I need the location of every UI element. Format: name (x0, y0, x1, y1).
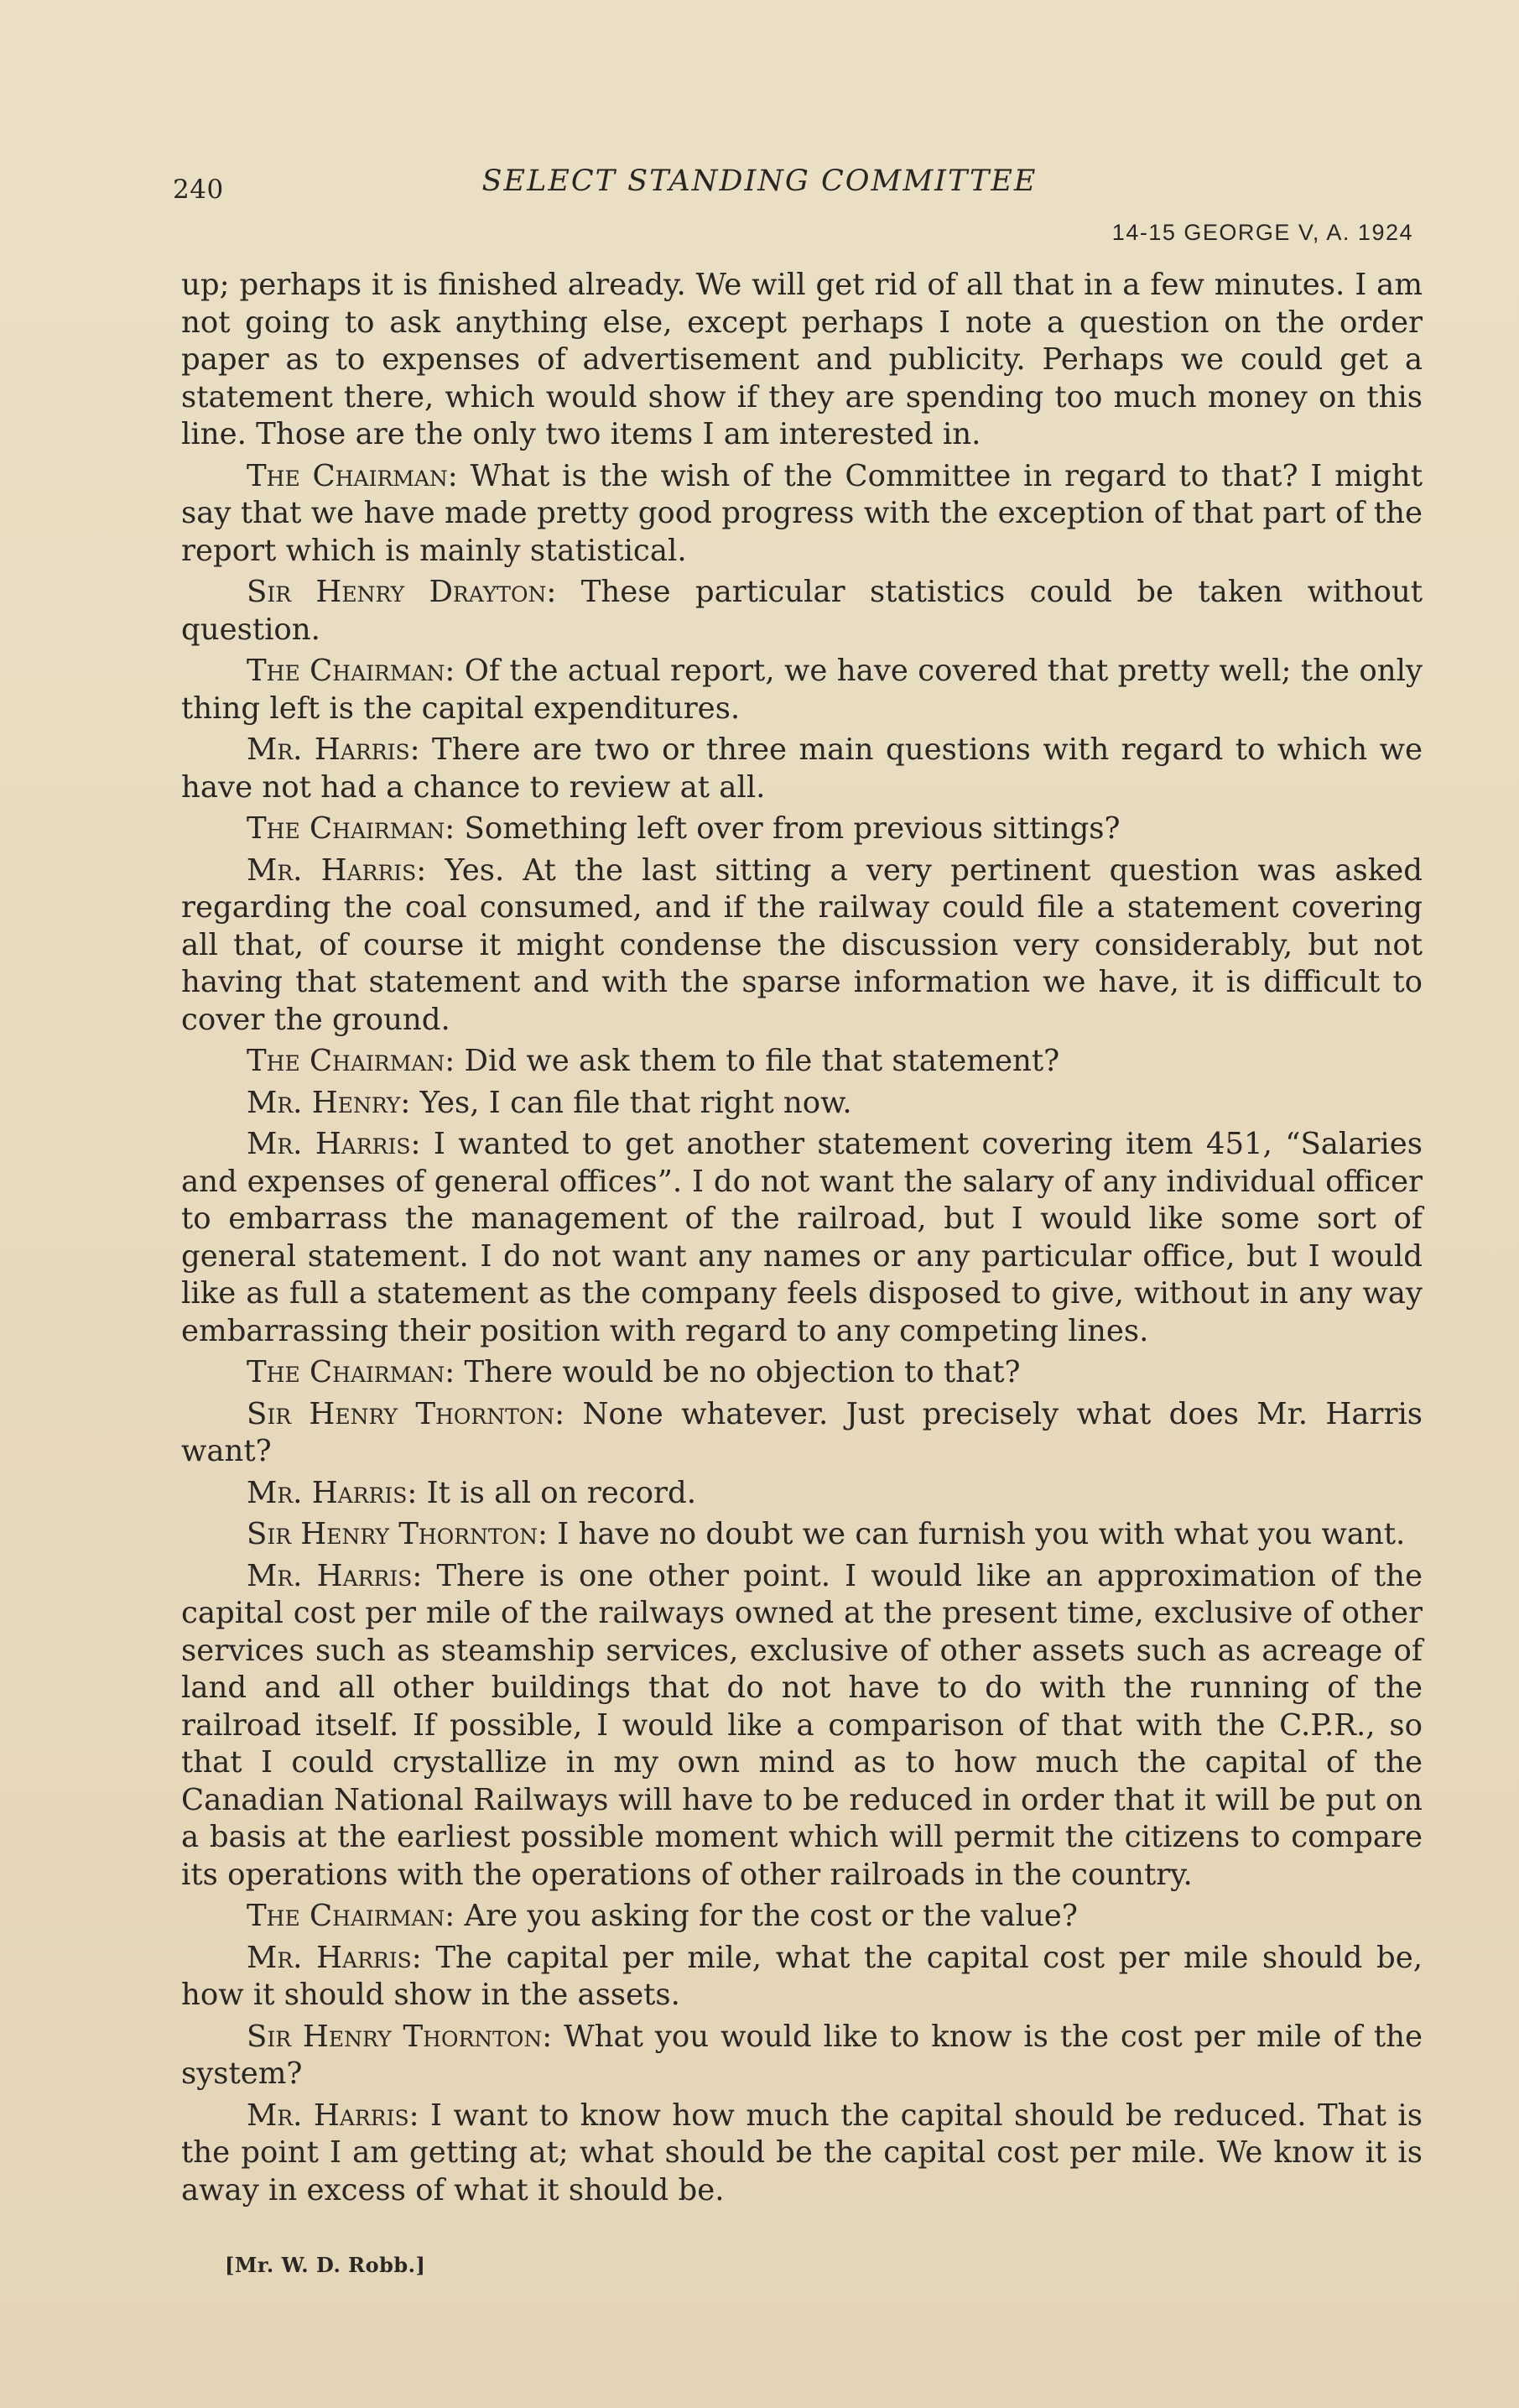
speaker-name: Sir Henry Thornton (247, 1396, 555, 1431)
transcript-paragraph (181, 458, 1423, 571)
transcript-paragraph (181, 2019, 1423, 2093)
transcript-paragraph (181, 1043, 1423, 1081)
speaker-name: Mr. Harris (247, 1940, 412, 1975)
speaker-separator: : (410, 1127, 434, 1161)
speaker-name: Mr. Harris (247, 732, 410, 767)
speaker-separator: : (407, 1475, 427, 1510)
transcript-paragraph (181, 810, 1423, 848)
speaker-separator: : (409, 732, 433, 767)
speaker-separator: : (445, 1899, 465, 1933)
page-number: 240 (173, 175, 224, 205)
speech-text: What you would like to know is the cost per mile of the system? (181, 2019, 1423, 2091)
speaker-name: Mr. Harris (247, 1127, 411, 1161)
speaker-separator: : (400, 1085, 420, 1120)
speaker-separator: : (445, 1044, 465, 1078)
transcript-paragraph (181, 2098, 1423, 2210)
speech-text: Yes, I can file that right now. (419, 1085, 852, 1120)
transcript-paragraph (181, 1475, 1423, 1513)
speaker-separator: : (408, 2098, 430, 2133)
speech-text: Yes. At the last sitting a very pertinent question was asked regarding the coal consumed, and if the railway could file a statement covering all that, of course it might condense the discussion very considerably, but not having that statement and with the sparse information we have, it is difficult to cover the ground. (181, 852, 1423, 1037)
speaker-name: Mr. Harris (247, 852, 417, 888)
transcript-paragraph (181, 1940, 1423, 2014)
transcript-paragraph (181, 732, 1423, 806)
transcript-paragraph (181, 852, 1423, 1040)
session-line: 14-15 GEORGE V, A. 1924 (1111, 220, 1413, 245)
speaker-separator: : (416, 852, 445, 888)
speech-text: Of the actual report, we have covered that pretty well; the only thing left is the capital expenditures. (181, 654, 1423, 726)
speaker-separator: : (412, 1558, 437, 1593)
speaker-name: Mr. Henry (247, 1085, 401, 1120)
speaker-name: The Chairman (247, 811, 445, 846)
witness-note: [Mr. W. D. Robb.] (225, 2253, 426, 2277)
speaker-name: The Chairman (247, 1355, 445, 1389)
speaker-separator: : (542, 2019, 564, 2054)
speaker-separator: : (447, 458, 471, 493)
speech-text: I wanted to get another statement covering item 451, “Salaries and expenses of general offices”. I do not want the salary of any individual officer to embarrass the management of the railroad, but I would like some sort of general statement. I do not want any names or any particular office, but I would like as full a statement as the company feels disposed to give, without in any way embarrassing their position with regard to any competing lines. (181, 1127, 1423, 1348)
speech-text: I want to know how much the capital should be reduced. That is the point I am getting at; what should be the capital cost per mile. We know it is away in excess of what it should be. (181, 2098, 1423, 2207)
transcript-paragraph (181, 1085, 1423, 1123)
speech-text: There is one other point. I would like an approximation of the capital cost per mile of the railways owned at the present time, exclusive of other services such as steamship services, exclusive of other assets such as acreage of land and all other buildings that do not have to do with the running of the railroad itself. If possible, I would like a comparison of that with the C.P.R., so that I could crystallize in my own mind as to how much the capital of the Canadian National Railways will have to be reduced in order that it will be put on a basis at the earliest possible moment which will permit the citizens to compare its operations with the operations of other railroads in the country. (181, 1558, 1423, 1892)
transcript-paragraph (181, 1126, 1423, 1350)
running-title: SELECT STANDING COMMITTEE (481, 164, 1038, 198)
speaker-name: The Chairman (247, 654, 445, 688)
speaker-name: Mr. Harris (247, 1558, 413, 1593)
speech-text: These particular statistics could be taken without question. (181, 575, 1423, 647)
speech-text: There would be no objection to that? (464, 1355, 1021, 1389)
speaker-separator: : (445, 1355, 465, 1389)
speaker-separator: : (546, 575, 581, 609)
speech-text: It is all on record. (426, 1475, 696, 1510)
speech-text: What is the wish of the Committee in regard to that? I might say that we have made pretty good progress with the exception of that part of the report which is mainly statistical. (181, 458, 1423, 568)
speech-text: up; perhaps it is finished already. We will get rid of all that in a few minutes. I am not going to ask anything else, except perhaps I note a question on the order paper as to expenses of advertisement and publicity. Perhaps we could get a statement there, which would show if they are spending too much money on this line. Those are the only two items I am interested in. (181, 268, 1423, 451)
speech-text: The capital per mile, what the capital cost per mile should be, how it should show in the assets. (181, 1940, 1423, 2012)
transcript-paragraph (181, 653, 1423, 727)
speaker-separator: : (554, 1396, 583, 1431)
transcript-body (181, 267, 1423, 2213)
speaker-separator: : (411, 1940, 436, 1975)
speaker-name: Sir Henry Thornton (247, 2019, 543, 2054)
speaker-separator: : (537, 1517, 558, 1551)
transcript-paragraph (181, 574, 1423, 649)
speaker-name: The Chairman (247, 1899, 445, 1933)
speaker-name: Mr. Harris (247, 2098, 409, 2133)
transcript-paragraph (181, 267, 1423, 454)
speech-text: I have no doubt we can furnish you with what you want. (557, 1517, 1406, 1551)
speaker-name: The Chairman (247, 1044, 445, 1078)
speech-text: None whatever. Just precisely what does Mr. Harris want? (181, 1396, 1423, 1468)
speech-text: There are two or three main questions with regard to which we have not had a chance to review at all. (181, 732, 1423, 805)
speech-text: Did we ask them to file that statement? (464, 1044, 1060, 1078)
speech-text: Are you asking for the cost or the value? (464, 1899, 1078, 1933)
speaker-separator: : (445, 811, 465, 846)
transcript-paragraph (181, 1354, 1423, 1392)
transcript-paragraph (181, 1516, 1423, 1554)
transcript-paragraph (181, 1898, 1423, 1936)
speaker-name: Sir Henry Thornton (247, 1517, 538, 1551)
speaker-name: The Chairman (247, 458, 448, 493)
speaker-name: Sir Henry Drayton (247, 575, 547, 609)
speaker-name: Mr. Harris (247, 1475, 408, 1510)
transcript-paragraph (181, 1558, 1423, 1895)
speech-text: Something left over from previous sittings? (464, 811, 1121, 846)
transcript-paragraph (181, 1396, 1423, 1471)
speaker-separator: : (445, 654, 465, 688)
